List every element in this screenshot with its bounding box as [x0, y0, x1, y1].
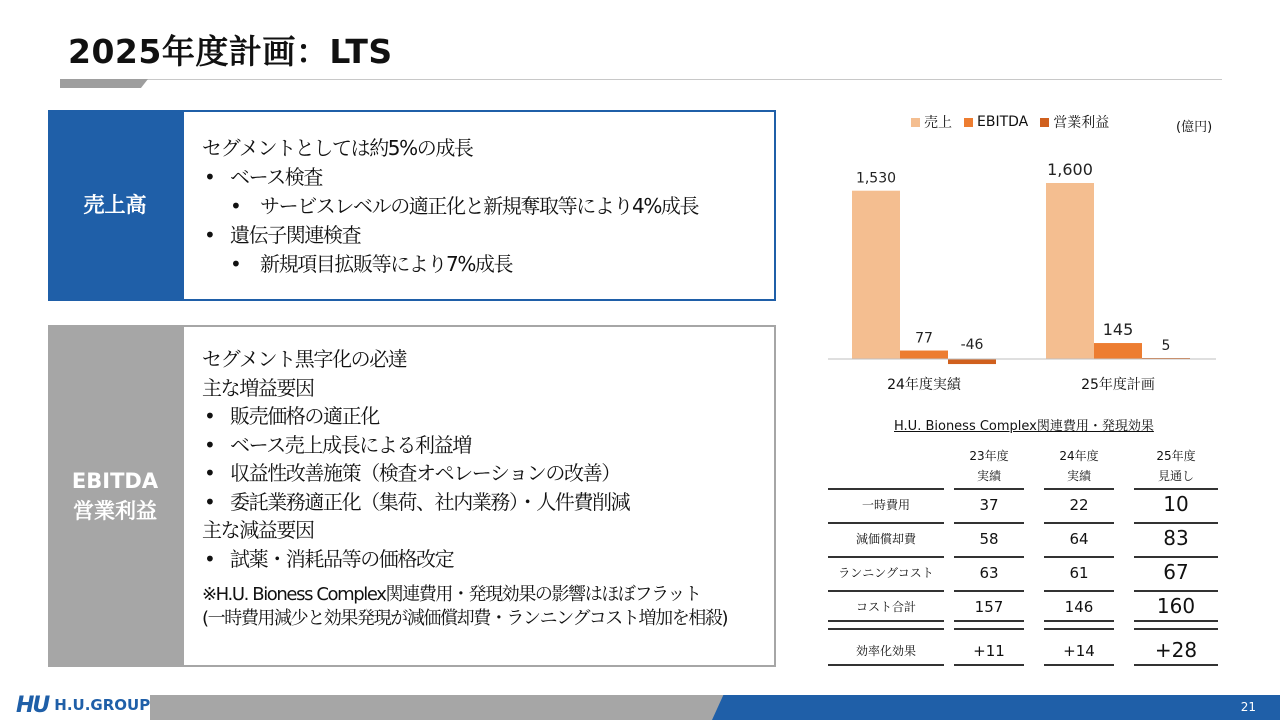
- title-accent-bar: [60, 79, 148, 88]
- table-cell: 37: [979, 496, 999, 514]
- table-cell: 22: [1069, 496, 1089, 514]
- chart-unit: (億円): [1176, 120, 1213, 135]
- row-label: ランニングコスト: [838, 566, 934, 580]
- chart-plot: [820, 106, 1230, 406]
- ebitda-line: 主な増益要因: [202, 375, 314, 400]
- data-label: 145: [1102, 320, 1134, 340]
- ebitda-note: [202, 583, 774, 631]
- note-line-1: ※H.U. Bioness Complex関連費用・発現効果の影響はほぼフラット: [202, 584, 701, 605]
- ebitda-bullet: • 試薬・消耗品等の価格改定: [202, 545, 774, 574]
- logo-text: H.U.GROUP: [54, 696, 151, 714]
- bar-chart: [820, 106, 1230, 406]
- note-line-2: (一時費用減少と効果発現が減価償却費・ランニングコスト増加を相殺): [202, 608, 728, 629]
- table-cell: +28: [1154, 638, 1198, 662]
- table-cell: 58: [979, 530, 999, 548]
- table-cell: 61: [1069, 564, 1089, 582]
- data-label: 1,530: [855, 170, 897, 187]
- sales-bullet: • 遺伝子関連検査: [202, 221, 774, 250]
- category-label: 24年度実績: [887, 377, 961, 393]
- row-label: 減価償却費: [855, 532, 916, 546]
- table-row: [828, 490, 1218, 524]
- table-row: [828, 592, 1218, 626]
- page-number: 21: [1240, 700, 1256, 714]
- bar-2-0: [948, 359, 996, 364]
- data-label: 1,600: [1047, 160, 1093, 179]
- sales-line: セグメントとしては約5%の成長: [202, 136, 473, 160]
- ebitda-line: 主な減益要因: [202, 518, 314, 542]
- legend-label: 売上: [924, 115, 952, 131]
- sales-content: [182, 110, 776, 301]
- ebitda-bullet: • 販売価格の適正化: [202, 402, 774, 431]
- ebitda-bullet: • 委託業務適正化（集荷、社内業務）・人件費削減: [202, 488, 774, 517]
- row-label: コスト合計: [855, 600, 916, 614]
- category-label: 25年度計画: [1081, 377, 1155, 393]
- table-cell: +11: [973, 642, 1005, 660]
- bar-0-1: [1046, 183, 1094, 359]
- table-cell: 83: [1163, 526, 1189, 550]
- column-header: 25年度 見通し: [1156, 449, 1196, 483]
- logo-mark-icon: HU: [16, 692, 49, 718]
- table-row: [828, 558, 1218, 592]
- table-cell: 160: [1156, 594, 1196, 618]
- bar-1-1: [1094, 343, 1142, 359]
- table-cell: 64: [1069, 530, 1089, 548]
- ebitda-content: [182, 325, 776, 667]
- ebitda-bullet: • ベース売上成長による利益増: [202, 431, 774, 460]
- sales-label: 売上高: [48, 110, 182, 301]
- bar-1-0: [900, 351, 948, 359]
- page-title: 2025年度計画：LTS: [68, 32, 393, 71]
- table-cell: 10: [1163, 492, 1189, 516]
- sales-sub-bullet: • 新規項目拡販等により7%成長: [202, 250, 774, 279]
- data-label: -46: [960, 337, 984, 353]
- title-rule: [60, 79, 1222, 80]
- table-cell: 146: [1064, 598, 1094, 616]
- data-label: 5: [1161, 338, 1171, 354]
- table-cell: 63: [979, 564, 999, 582]
- table-cell: 157: [974, 598, 1004, 616]
- table-cell: +14: [1063, 642, 1095, 660]
- company-logo: [16, 690, 150, 720]
- column-header: 24年度 実績: [1059, 449, 1099, 483]
- table-header: [828, 446, 1218, 486]
- sales-bullet: • ベース検査: [202, 163, 774, 192]
- table-title: H.U. Bioness Complex関連費用・発現効果: [894, 419, 1154, 434]
- ebitda-bullet: • 収益性改善施策（検査オペレーションの改善）: [202, 459, 774, 488]
- row-label: 一時費用: [861, 498, 910, 512]
- bar-0-0: [852, 191, 900, 359]
- cost-table: [828, 446, 1218, 670]
- table-row: [828, 636, 1218, 670]
- ebitda-label: EBITDA 営業利益: [48, 325, 182, 667]
- row-label: 効率化効果: [855, 644, 916, 658]
- legend-label: 営業利益: [1053, 115, 1110, 131]
- table-row: [828, 524, 1218, 558]
- data-label: 77: [915, 330, 933, 347]
- sales-sub-bullet: • サービスレベルの適正化と新規奪取等により4%成長: [202, 192, 774, 221]
- ebitda-line: セグメント黒字化の必達: [202, 347, 407, 371]
- table-cell: 67: [1163, 560, 1189, 584]
- legend-label: EBITDA: [977, 114, 1029, 130]
- column-header: 23年度 実績: [969, 449, 1009, 483]
- footer-accent: [712, 695, 1280, 720]
